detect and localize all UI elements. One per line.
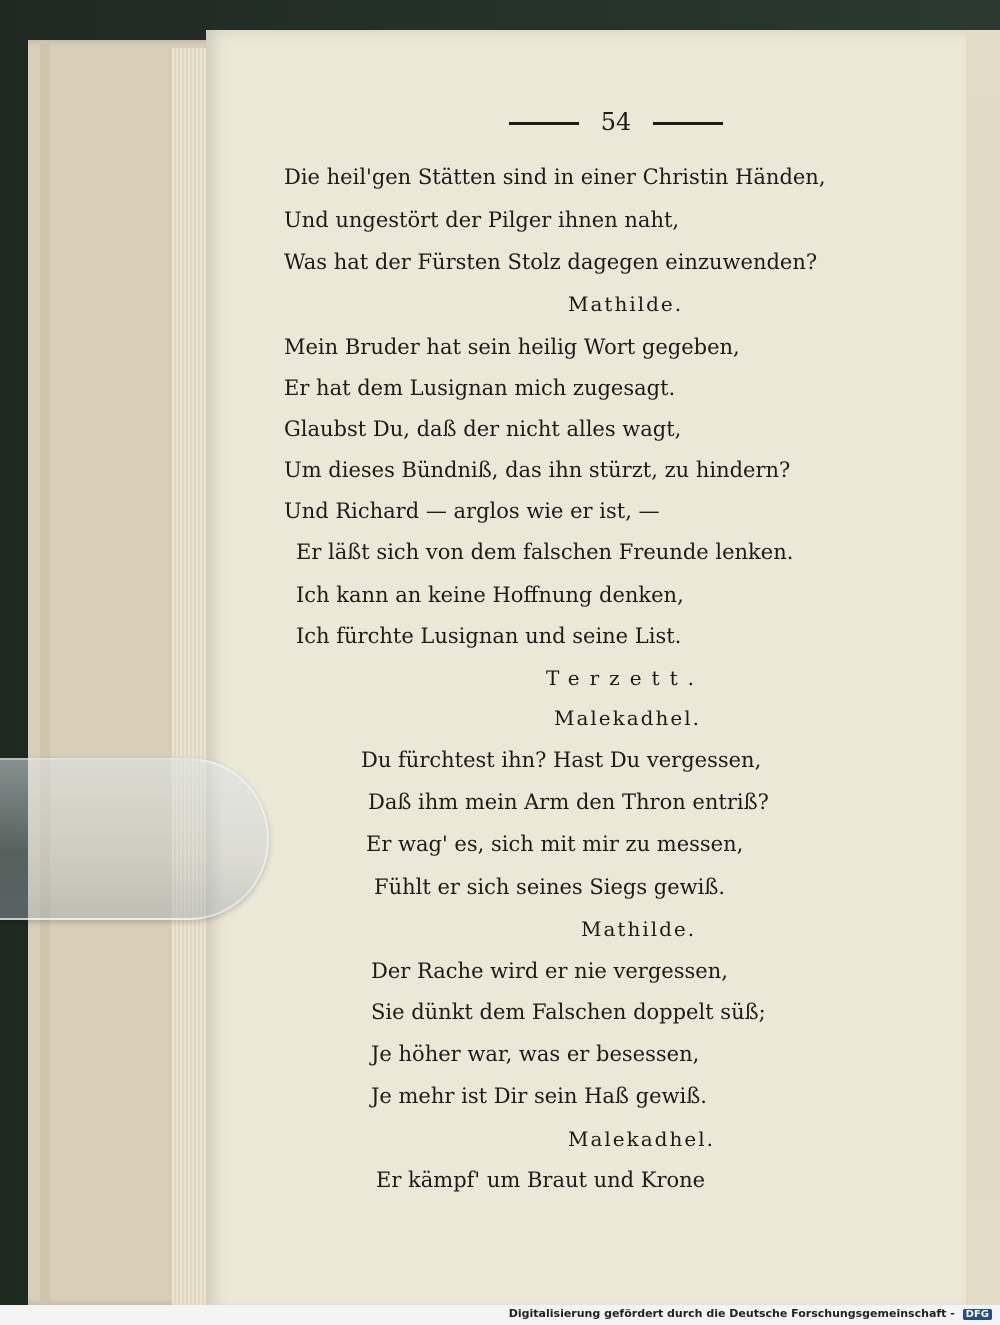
verse-line: Er hat dem Lusignan mich zugesagt. xyxy=(284,376,676,400)
speaker-name: Mathilde. xyxy=(581,917,697,941)
verse-line: Er kämpf' um Braut und Krone xyxy=(376,1168,706,1192)
verse-line: Daß ihm mein Arm den Thron entriß? xyxy=(368,790,769,814)
verse-line: Du fürchtest ihn? Hast Du vergessen, xyxy=(361,748,762,772)
speaker-name: Mathilde. xyxy=(568,292,684,316)
verse-line: Die heil'gen Stätten sind in einer Christin Händen, xyxy=(284,165,826,189)
show-through-shadow xyxy=(961,100,1000,1200)
page-number: 54 xyxy=(600,108,632,136)
page-header xyxy=(206,108,1000,136)
verse-line: Ich kann an keine Hoffnung denken, xyxy=(296,583,684,607)
speaker-name: Malekadhel. xyxy=(568,1127,715,1151)
verse-line: Ich fürchte Lusignan und seine List. xyxy=(296,624,682,648)
verse-line: Und Richard — arglos wie er ist, — xyxy=(284,499,660,523)
page-stack-edge xyxy=(172,48,208,1310)
header-rule-left xyxy=(509,122,579,125)
verse-line: Fühlt er sich seines Siegs gewiß. xyxy=(374,875,726,899)
glass-page-weight xyxy=(0,758,269,920)
verse-line: Sie dünkt dem Falschen doppelt süß; xyxy=(371,1000,766,1024)
verse-line: Was hat der Fürsten Stolz dagegen einzuwenden? xyxy=(284,250,818,274)
book-page xyxy=(206,30,966,1312)
speaker-name: Malekadhel. xyxy=(554,706,701,730)
verse-line: Je höher war, was er besessen, xyxy=(371,1042,700,1066)
credit-text: Digitalisierung gefördert durch die Deutsche Forschungsgemeinschaft - xyxy=(508,1307,955,1320)
verse-line: Der Rache wird er nie vergessen, xyxy=(371,959,728,983)
section-heading-terzett: Terzett. xyxy=(546,666,704,690)
verse-line: Glaubst Du, daß der nicht alles wagt, xyxy=(284,417,682,441)
verse-line: Er wag' es, sich mit mir zu messen, xyxy=(366,832,744,856)
verse-line: Und ungestört der Pilger ihnen naht, xyxy=(284,208,680,232)
header-rule-right xyxy=(653,122,723,125)
verse-line: Er läßt sich von dem falschen Freunde lenken. xyxy=(296,540,794,564)
dfg-logo-icon: DFG xyxy=(963,1309,992,1320)
verse-line: Je mehr ist Dir sein Haß gewiß. xyxy=(371,1084,707,1108)
verse-line: Mein Bruder hat sein heilig Wort gegeben, xyxy=(284,335,740,359)
digitization-credit xyxy=(509,1307,992,1320)
verse-line: Um dieses Bündniß, das ihn stürzt, zu hindern? xyxy=(284,458,791,482)
cover-edge xyxy=(40,44,50,1302)
